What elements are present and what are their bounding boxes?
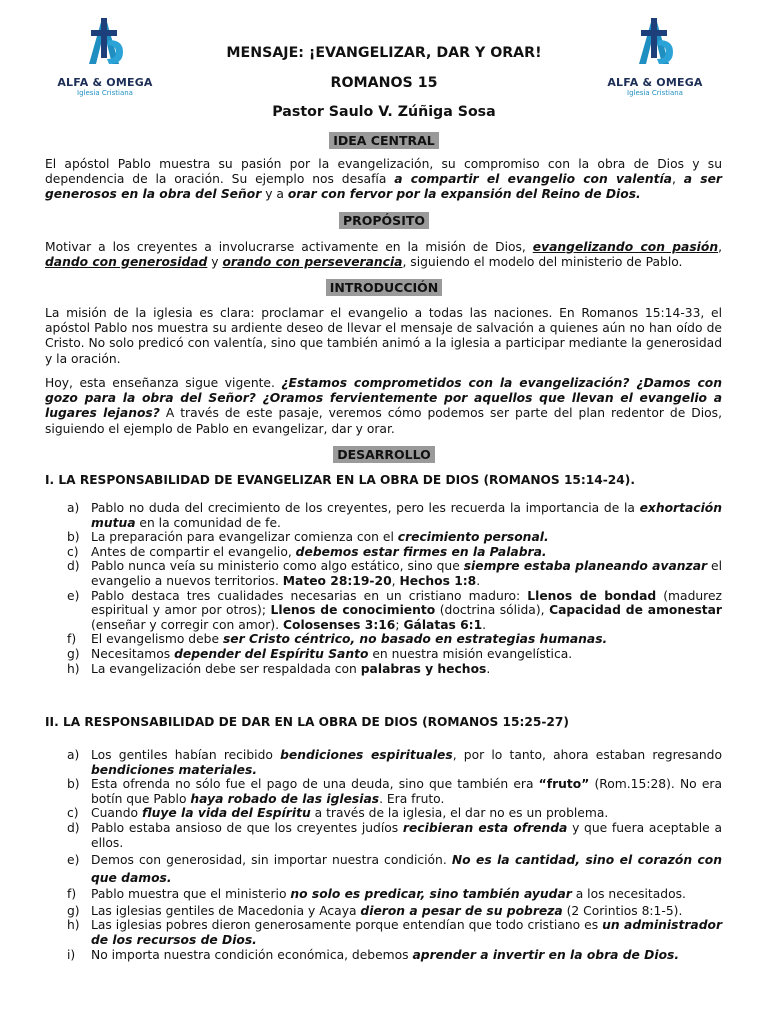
logo-subtitle: Iglesia Cristiana [627,89,683,97]
logo-name: ALFA & OMEGA [57,76,153,89]
logo-subtitle: Iglesia Cristiana [77,89,133,97]
list-item: h) Las iglesias pobres dieron generosamente porque entendían que todo cristiano es un administrador de los recursos de Dios. [67,918,723,947]
list-item: i) No importa nuestra condición económica, debemos aprender a invertir en la obra de Dios. [67,947,680,962]
list-item: g) Las iglesias gentiles de Macedonia y Acaya dieron a pesar de su pobreza (2 Corintios 8:1-5). [67,903,683,918]
church-logo-right [590,14,720,122]
introduccion-heading: INTRODUCCIÓN [0,280,768,295]
list-dar [45,748,722,962]
list-item: e) Pablo destaca tres cualidades necesarias en un cristiano maduro: Llenos de bondad (madurez espiritual y amor por otros); Llenos de conocimiento (doctrina sólida), Capacidad de amonestar (enseñar y corregir con amor). Colosenses 3:16; Gálatas 6:1. [67,588,722,632]
list-item: a) Los gentiles habían recibido bendiciones espirituales, por lo tanto, ahora estaban regresando bendiciones materiales. [67,748,722,777]
author-name: Pastor Saulo V. Zúñiga Sosa [272,104,496,120]
list-item: f) Pablo muestra que el ministerio no solo es predicar, sino también ayudar a los necesitados. [67,887,686,902]
logo-name: ALFA & OMEGA [607,76,703,89]
list-item: c) Antes de compartir el evangelio, debemos estar firmes en la Palabra. [67,544,547,559]
bible-reference: ROMANOS 15 [330,75,438,91]
alpha-omega-emblem-icon [625,14,685,74]
introduccion-paragraph-1: La misión de la iglesia es clara: proclamar el evangelio a todas las naciones. En Romanos 15:14-33, el apóstol Pablo nos muestra su ardiente deseo de llevar el mensaje de salvación a quienes aún no han oído de Cristo. No solo predicó con valentía, sino que también animó a la iglesia a participar mediante la generosidad y la oración. [45,306,722,366]
church-logo-left [40,14,170,122]
desarrollo-heading: DESARROLLO [0,447,768,462]
list-item: b) La preparación para evangelizar comienza con el crecimiento personal. [67,530,549,545]
alpha-omega-emblem-icon [75,14,135,74]
list-item: d) Pablo nunca veía su ministerio como algo estático, sino que siempre estaba planeando avanzar el evangelio a nuevos territorios. Mateo 28:19-20, Hechos 1:8. [67,559,722,588]
list-item: b) Esta ofrenda no sólo fue el pago de una deuda, sino que también era “fruto” (Rom.15:28). No era botín que Pablo haya robado de las iglesias. Era fruto. [67,777,722,806]
list-item: d) Pablo estaba ansioso de que los creyentes judíos recibieran esta ofrenda y que fuera aceptable a ellos. [67,820,722,850]
proposito-heading: PROPÓSITO [0,213,768,228]
list-evangelizar [45,501,722,676]
list-item: e) Demos con generosidad, sin importar nuestra condición. No es la cantidad, sino el corazón con que damos. [67,853,722,885]
introduccion-paragraph-2: Hoy, esta enseñanza sigue vigente. ¿Estamos comprometidos con la evangelización? ¿Damos con gozo para la obra del Señor? ¿Oramos fervientemente por aquellos que llevan el evangelio a lugares lejanos? A través de este pasaje, veremos cómo podemos ser parte del plan redentor de Dios, siguiendo el ejemplo de Pablo en evangelizar, dar y orar. [45,376,722,436]
list-item: h) La evangelización debe ser respaldada con palabras y hechos. [67,661,491,676]
idea-central-paragraph: El apóstol Pablo muestra su pasión por la evangelización, su compromiso con la obra de Dios y su dependencia de la oración. Su ejemplo nos desafía a compartir el evangelio con valentía, a ser generosos en la obra del Señor y a orar con fervor por la expansión del Reino de Dios. [45,157,722,202]
message-title: MENSAJE: ¡EVANGELIZAR, DAR Y ORAR! [226,45,542,61]
section-1-heading: I. LA RESPONSABILIDAD DE EVANGELIZAR EN LA OBRA DE DIOS (ROMANOS 15:14-24). [45,473,635,487]
proposito-paragraph: Motivar a los creyentes a involucrarse activamente en la misión de Dios, evangelizando con pasión, dando con generosidad y orando con perseverancia, siguiendo el modelo del ministerio de Pablo. [45,240,722,270]
list-item: c) Cuando fluye la vida del Espíritu a través de la iglesia, el dar no es un problema. [67,806,609,821]
list-item: a) Pablo no duda del crecimiento de los creyentes, pero les recuerda la importancia de la exhortación mutua en la comunidad de fe. [67,501,722,530]
list-item: g) Necesitamos depender del Espíritu Santo en nuestra misión evangelística. [67,646,573,661]
section-2-heading: II. LA RESPONSABILIDAD DE DAR EN LA OBRA DE DIOS (ROMANOS 15:25-27) [45,715,569,729]
idea-central-heading: IDEA CENTRAL [0,133,768,148]
list-item: f) El evangelismo debe ser Cristo céntrico, no basado en estrategias humanas. [67,632,608,647]
